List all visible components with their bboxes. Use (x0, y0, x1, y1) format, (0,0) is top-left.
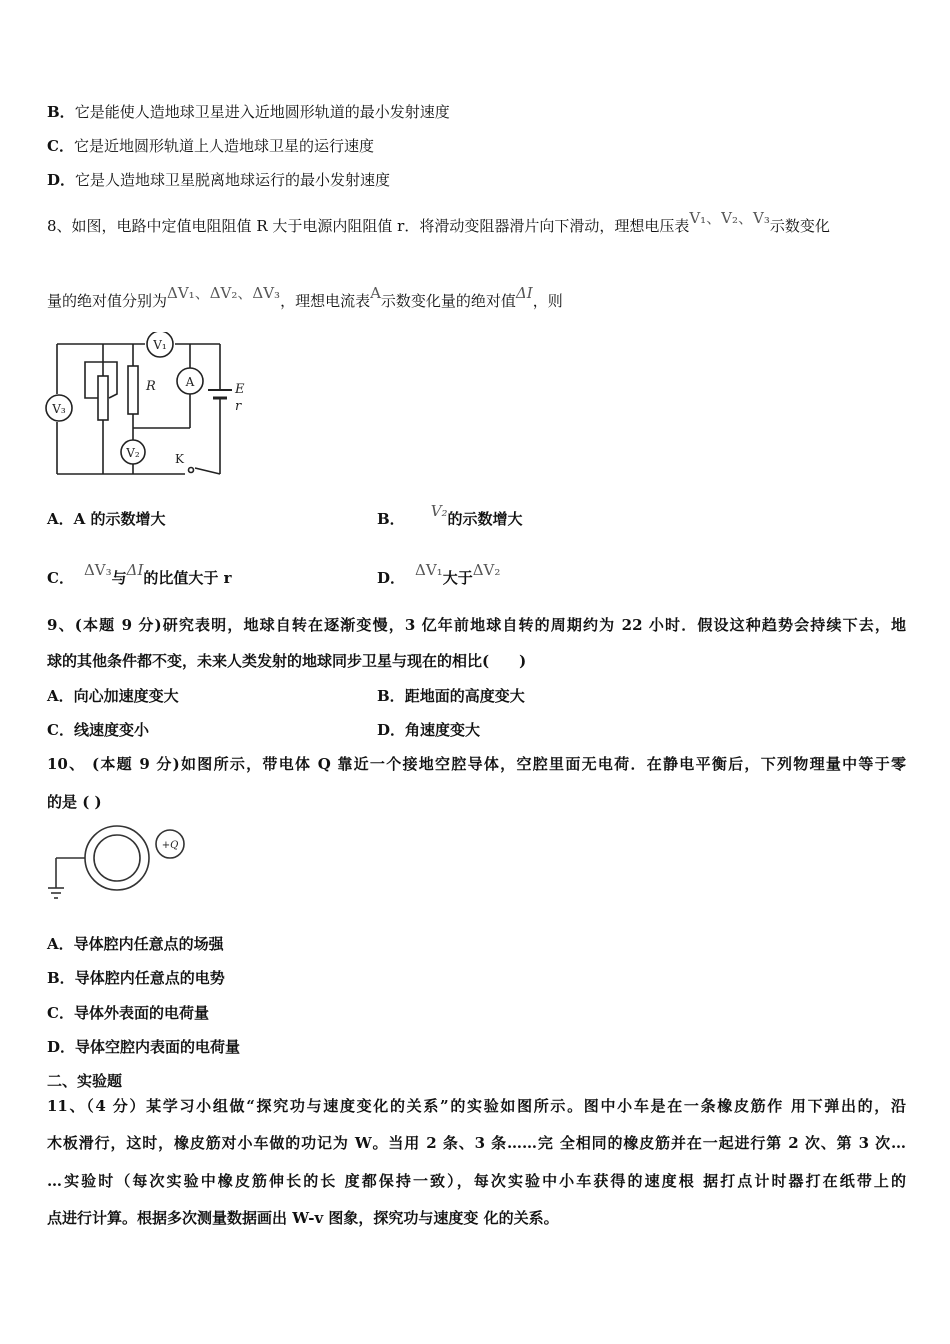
q9-stem-line2: 球的其他条件都不变，未来人类发射的地球同步卫星与现在的相比( ) (47, 652, 527, 670)
q9-stem-line1: 9、(本题 9 分)研究表明，地球自转在逐渐变慢，3 亿年前地球自转的周期约为 22 小时．假设这种趋势会持续下去，地 (47, 616, 906, 634)
circuit-k-label: K (175, 452, 184, 466)
option-math: ΔV₁ (415, 561, 443, 579)
option-letter: B． (47, 969, 75, 987)
circuit-v2-label: V₂ (126, 446, 140, 460)
option-text: 向心加速度变大 (73, 687, 179, 705)
option-letter: C． (47, 569, 74, 587)
option-text: 角速度变大 (405, 721, 481, 739)
option-letter: B． (377, 687, 405, 705)
option-text: 导体外表面的电荷量 (73, 1004, 209, 1022)
option-text: 导体腔内任意点的场强 (73, 935, 224, 953)
q8-stem-text: 8、如图，电路中定值电阻阻值 R 大于电源内阻阻值 r．将滑动变阻器滑片向下滑动，理想电压表 (47, 217, 690, 235)
section-heading: 二、实验题 (47, 1072, 123, 1090)
q9-option-a (47, 686, 179, 706)
q8-stem-text: ，则 (532, 292, 563, 310)
option-text: 距地面的高度变大 (404, 687, 525, 705)
option-letter: D． (47, 171, 76, 189)
option-letter: A． (47, 687, 74, 705)
option-letter: D． (377, 569, 406, 587)
option-letter: B． (47, 103, 75, 121)
option-letter: D． (377, 721, 406, 739)
q8-stem-end: 示数变化 (769, 217, 830, 235)
option-letter: B． (377, 510, 405, 528)
q10-option-d (47, 1037, 240, 1057)
option-letter: A． (47, 510, 74, 528)
option-text: 的比值大于 r (143, 569, 232, 587)
circuit-v3-label: V₃ (52, 402, 66, 416)
q11-stem-line2: 木板滑行，这时，橡皮筋对小车做的功记为 W。当用 2 条、3 条……完 全相同的橡皮筋并在一起进行第 2 次、第 3 次… (47, 1134, 906, 1152)
option-text: 线速度变小 (73, 721, 149, 739)
option-text: 与 (111, 569, 127, 587)
q8-delta-i-math: ΔI (515, 284, 533, 302)
option-text: 它是能使人造地球卫星进入近地圆形轨道的最小发射速度 (74, 103, 450, 121)
option-letter: D． (47, 1038, 76, 1056)
circuit-r-label: R (146, 379, 156, 394)
option-text: 的示数增大 (447, 510, 523, 528)
q8-ammeter-math: A (370, 284, 381, 302)
circuit-e-label: E (235, 382, 245, 397)
q11-stem-line3: …实验时（每次实验中橡皮筋伸长的长 度都保持一致），每次实验中小车获得的速度根 据打点计时器打在纸带上的 (47, 1172, 906, 1190)
q10-stem-line2: 的是 ( ) (47, 793, 102, 811)
q8-meters-math: V₁、V₂、V₃ (689, 209, 770, 227)
option-letter: A． (47, 935, 74, 953)
q7-option-d (47, 170, 390, 190)
q11-stem-line4: 点进行计算。根据多次测量数据画出 W-v 图象，探究功与速度变 化的关系。 (47, 1209, 559, 1227)
option-text: 大于 (442, 569, 473, 587)
q10-option-a (47, 934, 224, 954)
circuit-a-label: A (185, 375, 195, 389)
q8-stem-text: 量的绝对值分别为 (47, 292, 168, 310)
q7-option-b (47, 102, 450, 122)
option-math: ΔV₃ (83, 561, 112, 579)
q8-option-d (377, 561, 501, 588)
q8-circuit-diagram (45, 332, 250, 480)
circuit-r-small-label: r (235, 399, 242, 414)
option-math: V₂ (430, 502, 448, 520)
q7-option-c (47, 136, 374, 156)
circuit-v1-label: V₁ (153, 338, 167, 352)
option-text: 它是近地圆形轨道上人造地球卫星的运行速度 (73, 137, 374, 155)
option-text: 它是人造地球卫星脱离地球运行的最小发射速度 (75, 171, 391, 189)
option-letter: C． (47, 721, 74, 739)
q8-option-a (47, 509, 166, 529)
option-text: A 的示数增大 (73, 510, 166, 528)
q8-stem-text: 示数变化量的绝对值 (380, 292, 516, 310)
q10-option-c (47, 1003, 209, 1023)
q8-option-c (47, 561, 232, 588)
option-letter: C． (47, 1004, 74, 1022)
q9-option-c (47, 720, 149, 740)
q8-stem-text: ，理想电流表 (280, 292, 371, 310)
option-math: ΔV₂ (472, 561, 501, 579)
option-text: 导体空腔内表面的电荷量 (75, 1038, 241, 1056)
q10-option-b (47, 968, 225, 988)
q8-stem-line2 (47, 284, 563, 311)
q8-option-b (377, 502, 523, 529)
q10-stem-line1: 10、 (本题 9 分)如图所示，带电体 Q 靠近一个接地空腔导体，空腔里面无电荷．在静电平衡后，下列物理量中等于零 (47, 755, 906, 773)
q9-option-d (377, 720, 480, 740)
option-math: ΔI (126, 561, 144, 579)
q9-option-b (377, 686, 525, 706)
q8-stem-line1 (47, 209, 830, 236)
option-letter: C． (47, 137, 74, 155)
charge-label: +Q (161, 840, 179, 851)
option-text: 导体腔内任意点的电势 (74, 969, 225, 987)
q8-deltas-math: ΔV₁、ΔV₂、ΔV₃ (167, 284, 281, 302)
q11-stem-line1: 11、（4 分）某学习小组做“探究功与速度变化的关系”的实验如图所示。图中小车是在一条橡皮筋作 用下弹出的，沿 (47, 1097, 906, 1115)
q10-conductor-diagram (42, 822, 192, 904)
